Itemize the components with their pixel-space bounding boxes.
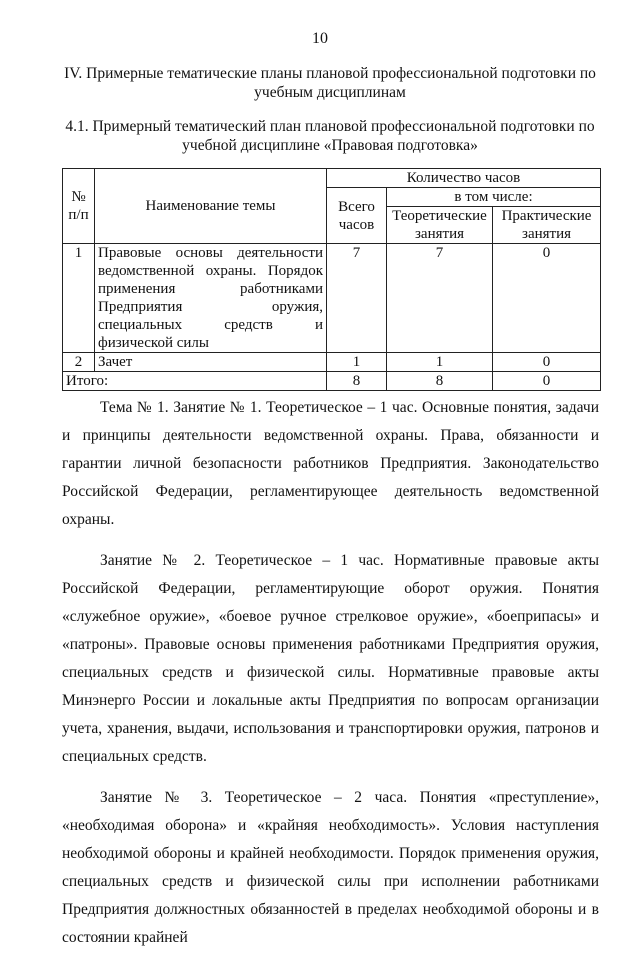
header-including: в том числе: xyxy=(387,188,601,207)
row-practice: 0 xyxy=(493,244,601,353)
header-theory: Теоретические занятия xyxy=(387,207,493,244)
section-title: IV. Примерные тематические планы плановой профессиональной подготовки по учебным дисциплинам xyxy=(64,65,596,101)
row-num: 2 xyxy=(63,353,95,372)
table-row xyxy=(63,353,601,372)
header-practice: Практические занятия xyxy=(493,207,601,244)
row-theory: 1 xyxy=(387,353,493,372)
totals-total: 8 xyxy=(327,372,387,391)
thematic-plan-table xyxy=(62,168,601,391)
row-num: 1 xyxy=(63,244,95,353)
totals-theory: 8 xyxy=(387,372,493,391)
header-total: Всего часов xyxy=(327,188,387,244)
row-topic: Зачет xyxy=(95,353,327,372)
totals-practice: 0 xyxy=(493,372,601,391)
row-practice: 0 xyxy=(493,353,601,372)
table-row xyxy=(63,244,601,353)
body-text xyxy=(62,394,599,965)
row-total: 1 xyxy=(327,353,387,372)
paragraph-lesson-3: Занятие № 3. Теоретическое – 2 часа. Понятия «преступление», «необходимая оборона» и «крайняя необходимость». Условия наступления необходимой обороны и крайней необходимости. Порядок применения оружия, специальных средств и физической силы при исполнении работниками Предприятия должностных обязанностей в пределах необходимой обороны и в состоянии крайней xyxy=(62,789,599,946)
paragraph-lesson-1: Тема № 1. Занятие № 1. Теоретическое – 1 час. Основные понятия, задачи и принципы деятельности ведомственной охраны. Права, обязанности и гарантии личной безопасности работников Предприятия. Законодательство Российской Федерации, регламентирующее деятельность ведомственной охраны. xyxy=(62,399,599,528)
row-topic: Правовые основы деятельности ведомственной охраны. Порядок применения работниками Предприятия оружия, специальных средств и физической силы xyxy=(95,244,327,353)
totals-label: Итого: xyxy=(63,372,327,391)
row-total: 7 xyxy=(327,244,387,353)
header-topic: Наименование темы xyxy=(95,169,327,244)
paragraph-lesson-2: Занятие № 2. Теоретическое – 1 час. Нормативные правовые акты Российской Федерации, регламентирующие оборот оружия. Понятия «служебное оружие», «боевое ручное стрелковое оружие», «боеприпасы» и «патроны». Правовые основы применения работниками Предприятия оружия, специальных средств и физической силы. Нормативные правовые акты Минэнерго России и локальные акты Предприятия по вопросам организации учета, хранения, выдачи, использования и транспортировки оружия, патронов и специальных средств. xyxy=(62,552,599,765)
table-header-row xyxy=(63,169,601,188)
subsection-title: 4.1. Примерный тематический план плановой профессиональной подготовки по учебной дисциплине «Правовая подготовка» xyxy=(65,118,595,154)
table-totals-row xyxy=(63,372,601,391)
header-hours: Количество часов xyxy=(327,169,601,188)
header-num: № п/п xyxy=(63,169,95,244)
row-theory: 7 xyxy=(387,244,493,353)
page-number: 10 xyxy=(312,30,328,47)
